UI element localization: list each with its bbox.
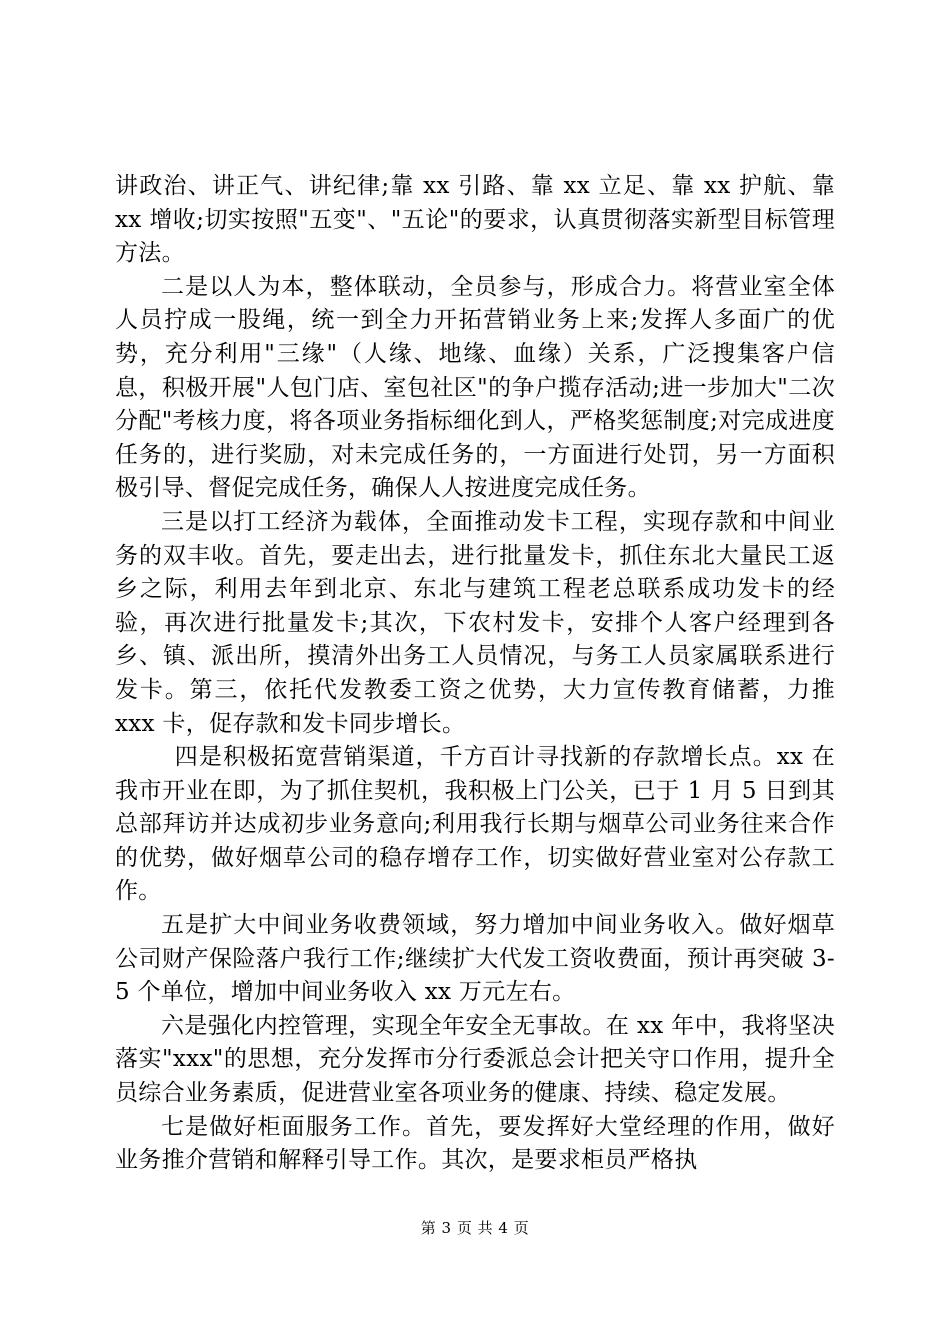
paragraph-point-four: 四是积极拓宽营销渠道，千方百计寻找新的存款增长点。xx 在我市开业在即，为了抓住契机，我积极上门公关，已于 1 月 5 日到其总部拜访并达成初步业务意向;利用我行长期与烟草公司业务往来合作的优势，做好烟草公司的稳存增存工作，切实做好营业室对公存款工作。 [115, 744, 835, 905]
paragraph-point-two: 二是以人为本，整体联动，全员参与，形成合力。将营业室全体人员拧成一股绳，统一到全力开拓营销业务上来;发挥人多面广的优势，充分利用"三缘"（人缘、地缘、血缘）关系，广泛搜集客户信息，积极开展"人包门店、室包社区"的争户揽存活动;进一步加大"二次分配"考核力度，将各项业务指标细化到人，严格奖惩制度;对完成进度任务的，进行奖励，对未完成任务的，一方面进行处罚，另一方面积极引导、督促完成任务，确保人人按进度完成任务。 [115, 273, 835, 502]
paragraph-point-five: 五是扩大中间业务收费领域，努力增加中间业务收入。做好烟草公司财产保险落户我行工作;继续扩大代发工资收费面，预计再突破 3-5 个单位，增加中间业务收入 xx 万元左右。 [115, 912, 835, 1006]
document-body [115, 170, 835, 1178]
paragraph-point-six: 六是强化内控管理，实现全年安全无事故。在 xx 年中，我将坚决落实"xxx"的思想，充分发挥市分行委派总会计把关守口作用，提升全员综合业务素质，促进营业室各项业务的健康、持续、稳定发展。 [115, 1012, 835, 1107]
paragraph-point-seven: 七是做好柜面服务工作。首先，要发挥好大堂经理的作用，做好业务推介营销和解释引导工作。其次，是要求柜员严格执 [115, 1113, 835, 1174]
paragraph-continuation: 讲政治、讲正气、讲纪律;靠 xx 引路、靠 xx 立足、靠 xx 护航、靠 xx 增收;切实按照"五变"、"五论"的要求，认真贯彻落实新型目标管理方法。 [115, 173, 835, 267]
paragraph-point-three: 三是以打工经济为载体，全面推动发卡工程，实现存款和中间业务的双丰收。首先，要走出去，进行批量发卡，抓住东北大量民工返乡之际，利用去年到北京、东北与建筑工程老总联系成功发卡的经验，再次进行批量发卡;其次，下农村发卡，安排个人客户经理到各乡、镇、派出所，摸清外出务工人员情况，与务工人员家属联系进行发卡。第三，依托代发教委工资之优势，大力宣传教育储蓄，力推 xxx 卡，促存款和发卡同步增长。 [115, 508, 835, 737]
page-number-footer: 第 3 页 共 4 页 [420, 1219, 530, 1237]
